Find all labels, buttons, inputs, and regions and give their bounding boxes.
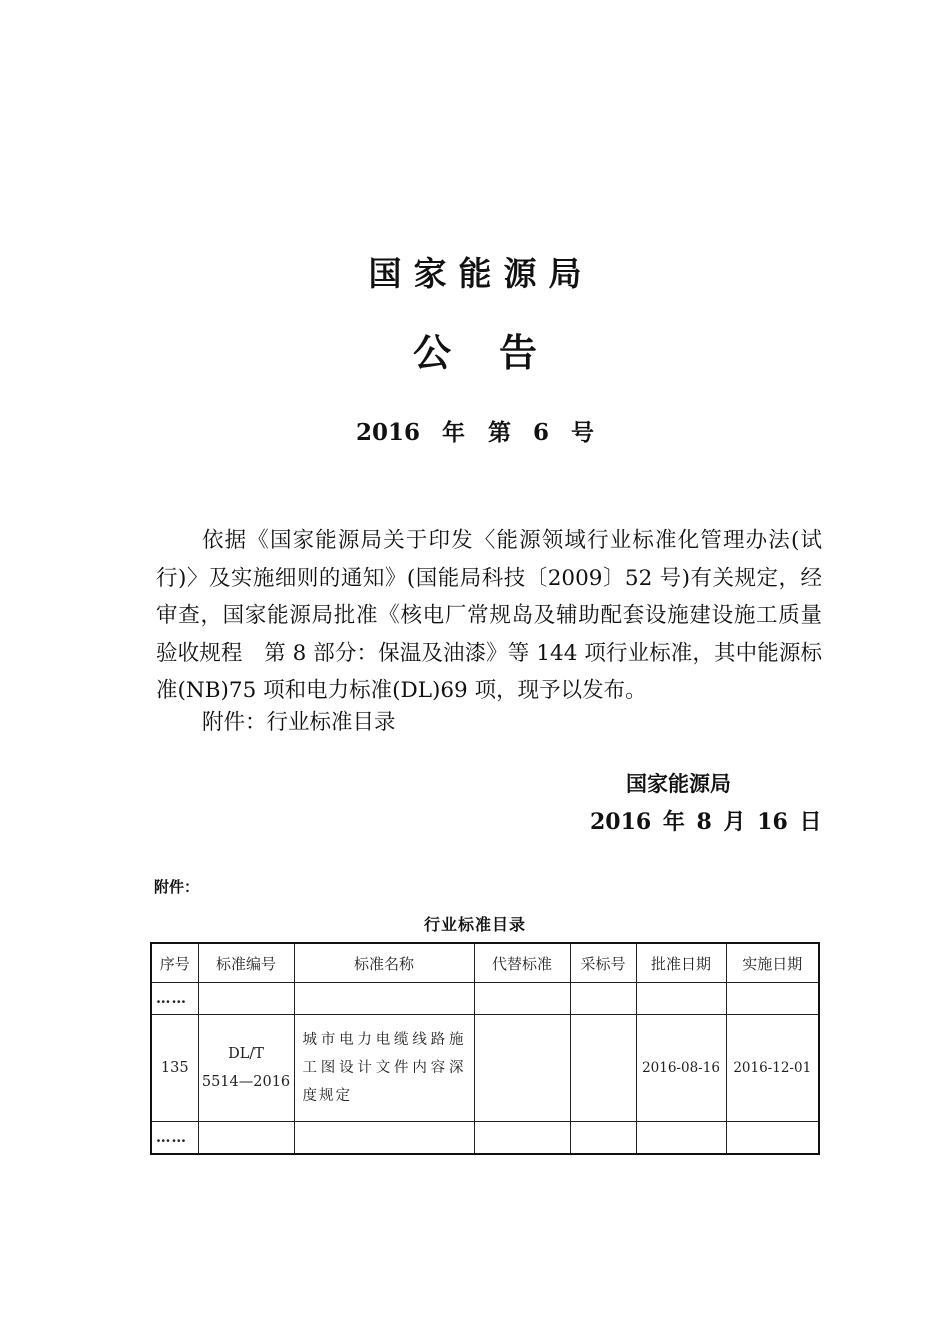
column-header-code: 标准编号 (198, 943, 294, 983)
standard-name-cell: 城市电力电缆线路施工图设计文件内容深度规定 (294, 1015, 474, 1122)
empty-cell (570, 983, 636, 1015)
column-header-seq: 序号 (151, 943, 198, 983)
standards-table (150, 942, 820, 1155)
attachment-label: 附件： (154, 878, 200, 896)
column-header-name: 标准名称 (294, 943, 474, 983)
attachment-reference: 附件：行业标准目录 (202, 710, 396, 735)
empty-cell (474, 983, 570, 1015)
empty-cell (294, 983, 474, 1015)
empty-cell (636, 983, 726, 1015)
column-header-effective: 实施日期 (726, 943, 819, 983)
signature-date: 2016 年 8 月 16 日 (590, 809, 822, 835)
empty-cell (726, 983, 819, 1015)
ellipsis-cell: …… (151, 1122, 198, 1155)
table-row-ellipsis-top (151, 983, 819, 1015)
column-header-approved: 批准日期 (636, 943, 726, 983)
table-row (151, 1015, 819, 1122)
empty-cell (198, 983, 294, 1015)
table-header-row (151, 943, 819, 983)
standard-code-number: 5514—2016 (201, 1074, 291, 1090)
table-row-ellipsis-bottom (151, 1122, 819, 1155)
empty-cell (198, 1122, 294, 1155)
approved-date-cell: 2016-08-16 (636, 1015, 726, 1122)
column-header-replaces: 代替标准 (474, 943, 570, 983)
empty-cell (294, 1122, 474, 1155)
adopted-cell (570, 1015, 636, 1122)
empty-cell (570, 1122, 636, 1155)
table-title: 行业标准目录 (423, 915, 526, 934)
empty-cell (474, 1122, 570, 1155)
empty-cell (726, 1122, 819, 1155)
standard-code-cell (198, 1015, 294, 1122)
replaces-cell (474, 1015, 570, 1122)
standard-code-prefix: DL/T (228, 1046, 264, 1062)
issuing-organization-title: 国家能源局 (368, 254, 594, 293)
announcement-paragraph: 依据《国家能源局关于印发〈能源领域行业标准化管理办法(试行)〉及实施细则的通知》(国能局科技〔2009〕52 号)有关规定，经审查，国家能源局批准《核电厂常规岛及辅助配套设施建设施工质量验收规程 第 8 部分：保温及油漆》等 144 项行业标准，其中能源标准(NB)75 项和电力标准(DL)69 项，现予以发布。 (156, 528, 822, 703)
document-number: 2016 年 第 6 号 (355, 419, 595, 446)
column-header-adopted: 采标号 (570, 943, 636, 983)
empty-cell (636, 1122, 726, 1155)
effective-date-cell: 2016-12-01 (726, 1015, 819, 1122)
ellipsis-cell: …… (151, 983, 198, 1015)
signature-organization: 国家能源局 (626, 772, 731, 796)
seq-cell: 135 (151, 1015, 198, 1122)
document-title: 公告 (412, 331, 585, 375)
